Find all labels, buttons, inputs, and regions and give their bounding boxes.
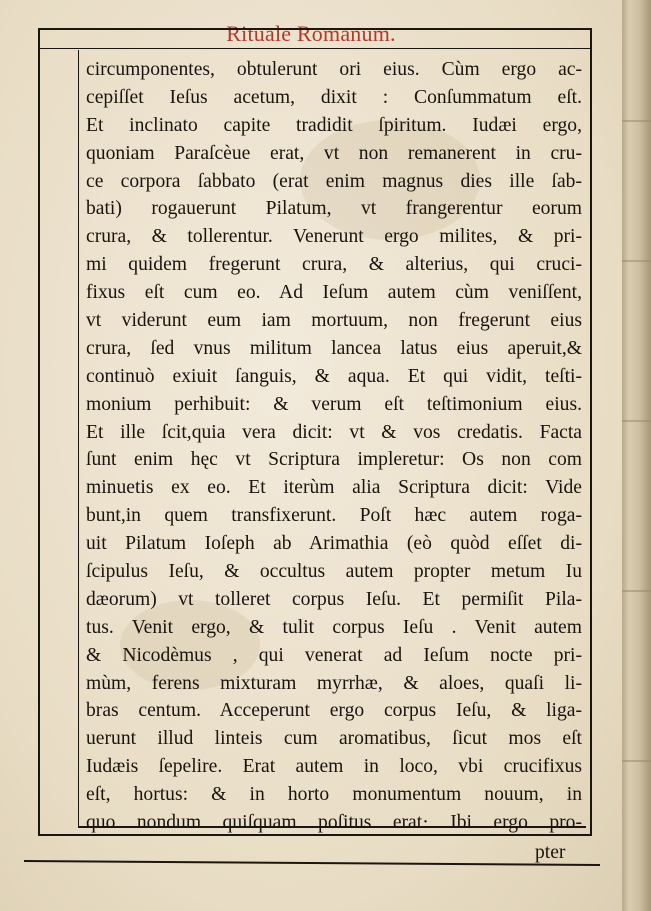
text-line: ſunt enim hęc vt Scriptura impleretur: Os non com <box>86 449 582 471</box>
text-line: circumponentes, obtulerunt ori eius. Cùm ergo ac- <box>86 59 582 80</box>
text-line: uerunt illud linteis cum aromatibus, ſicut mos eſt <box>86 728 582 750</box>
text-line: crura, & tollerentur. Venerunt ergo milites, & pri- <box>86 226 582 248</box>
text-line: bunt,in quem transfixerunt. Poſt hæc autem roga- <box>86 505 582 527</box>
text-line: monium perhibuit: & verum eſt teſtimonium eius. <box>86 393 582 415</box>
body-text <box>86 56 582 837</box>
text-line: eſt, hortus: & in horto monumentum nouum, in <box>86 784 582 806</box>
text-line: Iudæis ſepelire. Erat autem in loco, vbi crucifixus <box>86 756 582 778</box>
text-line: dæorum) vt tolleret corpus Ieſu. Et permiſit Pila- <box>86 588 582 610</box>
text-line: vt viderunt eum iam mortuum, non fregerunt eius <box>86 310 582 332</box>
bottom-rule <box>24 860 600 866</box>
page-edges <box>622 0 651 911</box>
header-rule <box>40 48 590 49</box>
text-line: Et ille ſcit,quia vera dicit: vt & vos credatis. Facta <box>86 421 582 443</box>
text-line: continuò exiuit ſanguis, & aqua. Et qui vidit, teſti- <box>86 365 582 387</box>
text-line: bras centum. Acceperunt ergo corpus Ieſu, & liga- <box>86 700 582 722</box>
text-line: mi quidem fregerunt crura, & alterius, qui cruci- <box>86 254 582 276</box>
text-line: tus. Venit ergo, & tulit corpus Ieſu . Venit autem <box>86 616 582 638</box>
text-line: crura, ſed vnus militum lancea latus eius aperuit,& <box>86 337 582 359</box>
text-line: ce corpora ſabbato (erat enim magnus dies ille ſab- <box>86 170 582 192</box>
text-line: uit Pilatum Ioſeph ab Arimathia (eò quòd eſſet di- <box>86 533 582 555</box>
running-head: Rituale Romanum. <box>226 21 396 46</box>
text-line: mùm, ferens mixturam myrrhæ, & aloes, quaſi li- <box>86 672 582 694</box>
text-line: quo nondum quiſquam poſitus erat· Ibi ergo pro- <box>86 812 582 834</box>
text-line: bati) rogauerunt Pilatum, vt frangerentur eorum <box>86 198 582 220</box>
text-line: cepiſſet Ieſus acetum, dixit : Conſummatum eſt. <box>86 86 582 108</box>
catchword: pter <box>535 842 566 863</box>
text-line: & Nicodèmus , qui venerat ad Ieſum nocte pri- <box>86 644 582 666</box>
text-line: fixus eſt cum eo. Ad Ieſum autem cùm veniſſent, <box>86 282 582 304</box>
text-line: quoniam Paraſcèue erat, vt non remanerent in cru- <box>86 142 582 164</box>
text-line: minuetis ex eo. Et iterùm alia Scriptura dicit: Vide <box>86 477 582 499</box>
text-line: ſcipulus Ieſu, & occultus autem propter metum Iu <box>86 561 582 583</box>
text-line: Et inclinato capite tradidit ſpiritum. Iudæi ergo, <box>86 114 582 136</box>
